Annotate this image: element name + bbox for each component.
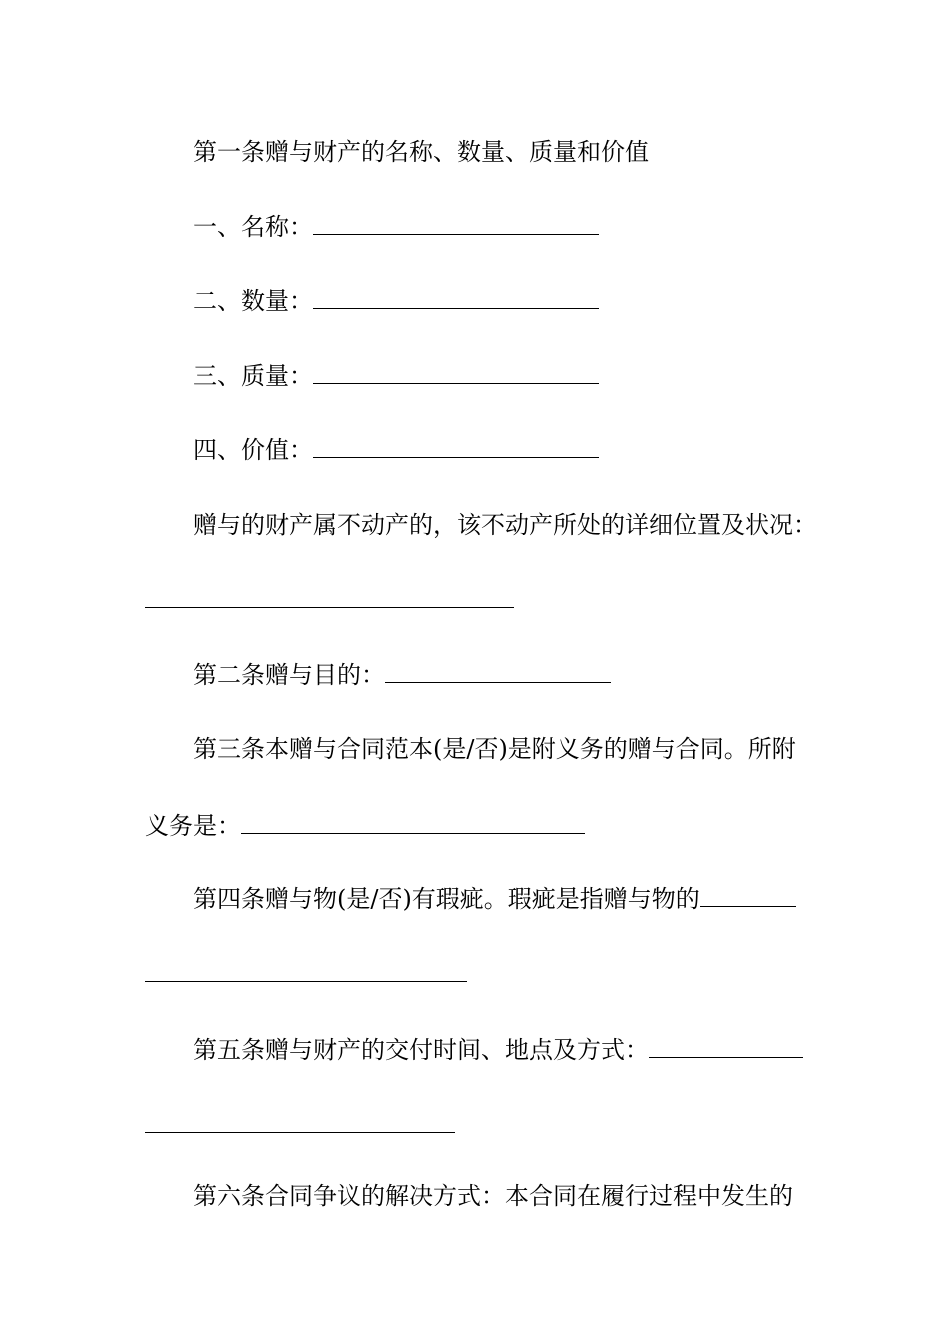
article-2-text: 第二条赠与目的： bbox=[193, 661, 385, 689]
name-label: 一、名称： bbox=[193, 213, 313, 241]
obligation-blank-line[interactable] bbox=[241, 811, 585, 834]
real-estate-paragraph bbox=[193, 510, 817, 540]
quality-label: 三、质量： bbox=[193, 362, 313, 390]
purpose-blank-line[interactable] bbox=[385, 660, 611, 683]
name-blank-line[interactable] bbox=[313, 212, 599, 235]
article-1-heading bbox=[193, 137, 649, 167]
name-field-row bbox=[193, 212, 599, 242]
defect-continuation-blank-line[interactable] bbox=[145, 981, 467, 982]
article-2-row bbox=[193, 660, 611, 690]
article-4-text: 第四条赠与物(是/否)有瑕疵。瑕疵是指赠与物的 bbox=[193, 885, 700, 913]
article-3-text: 第三条本赠与合同范本(是/否)是附义务的赠与合同。所附 bbox=[193, 735, 796, 763]
real-estate-blank-line[interactable] bbox=[145, 607, 514, 608]
article-5-text: 第五条赠与财产的交付时间、地点及方式： bbox=[193, 1036, 649, 1064]
quantity-field-row bbox=[193, 286, 599, 316]
article-5-row bbox=[193, 1035, 803, 1065]
defect-blank-line[interactable] bbox=[700, 884, 796, 907]
delivery-blank-line[interactable] bbox=[649, 1035, 803, 1058]
article-3-row bbox=[193, 734, 796, 764]
value-blank-line[interactable] bbox=[313, 435, 599, 458]
article-6-row bbox=[193, 1181, 793, 1211]
article-4-row bbox=[193, 884, 796, 914]
value-field-row bbox=[193, 435, 599, 465]
obligation-label: 义务是： bbox=[145, 812, 241, 840]
value-label: 四、价值： bbox=[193, 436, 313, 464]
article-6-text: 第六条合同争议的解决方式：本合同在履行过程中发生的 bbox=[193, 1182, 793, 1210]
delivery-continuation-blank-line[interactable] bbox=[145, 1132, 455, 1133]
quantity-label: 二、数量： bbox=[193, 287, 313, 315]
real-estate-text: 赠与的财产属不动产的，该不动产所处的详细位置及状况： bbox=[193, 511, 817, 539]
quality-blank-line[interactable] bbox=[313, 361, 599, 384]
quantity-blank-line[interactable] bbox=[313, 286, 599, 309]
article-1-heading-text: 第一条赠与财产的名称、数量、质量和价值 bbox=[193, 138, 649, 166]
quality-field-row bbox=[193, 361, 599, 391]
article-3-continuation-row bbox=[145, 811, 585, 841]
